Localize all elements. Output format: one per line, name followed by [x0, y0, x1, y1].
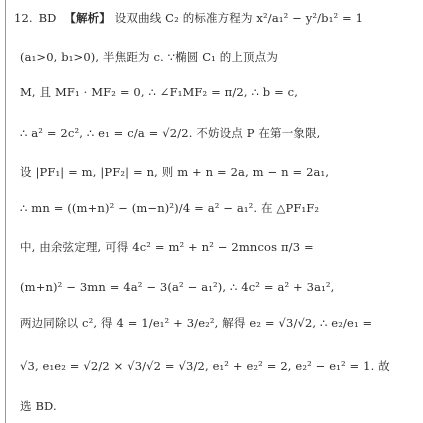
solution-line-3: M, 且 MF₁ · MF₂ = 0, ∴ ∠F₁MF₂ = π/2, ∴ b = c, [20, 85, 299, 99]
solution-text: 设双曲线 C₂ 的标准方程为 x²/a₁² − y²/b₁² = 1 [114, 11, 364, 25]
solution-line-10: √3, e₁e₂ = √2/2 × √3/√2 = √3/2, e₁² + e₂² = 2, e₂² − e₁² = 1. 故 [20, 359, 390, 373]
solution-line-4: ∴ a² = 2c², ∴ e₁ = c/a = √2/2. 不妨设点 P 在第一象限, [20, 126, 321, 140]
solution-line-11: 选 BD. [20, 399, 57, 413]
solution-line-5: 设 |PF₁| = m, |PF₂| = n, 则 m + n = 2a, m − n = 2a₁, [20, 165, 330, 179]
question-number: 12. [14, 11, 33, 25]
solution-line-1 [14, 10, 417, 26]
answer-choice: BD [38, 11, 57, 25]
left-margin-rule [5, 0, 6, 423]
solution-line-9: 两边同除以 c², 得 4 = 1/e₁² + 3/e₂², 解得 e₂ = √3/√2, ∴ e₂/e₁ = [20, 316, 373, 330]
solution-line-6: ∴ mn = ((m+n)² − (m−n)²)/4 = a² − a₁². 在 △PF₁F₂ [20, 201, 320, 215]
solution-line-2: (a₁>0, b₁>0), 半焦距为 c. ∵椭圆 C₁ 的上顶点为 [20, 50, 278, 64]
solution-line-8: (m+n)² − 3mn = 4a² − 3(a² − a₁²), ∴ 4c² = a² + 3a₁², [20, 280, 335, 294]
analysis-tag: 【解析】 [64, 11, 111, 25]
solution-line-7: 中, 由余弦定理, 可得 4c² = m² + n² − 2mncos π/3 = [20, 240, 314, 254]
